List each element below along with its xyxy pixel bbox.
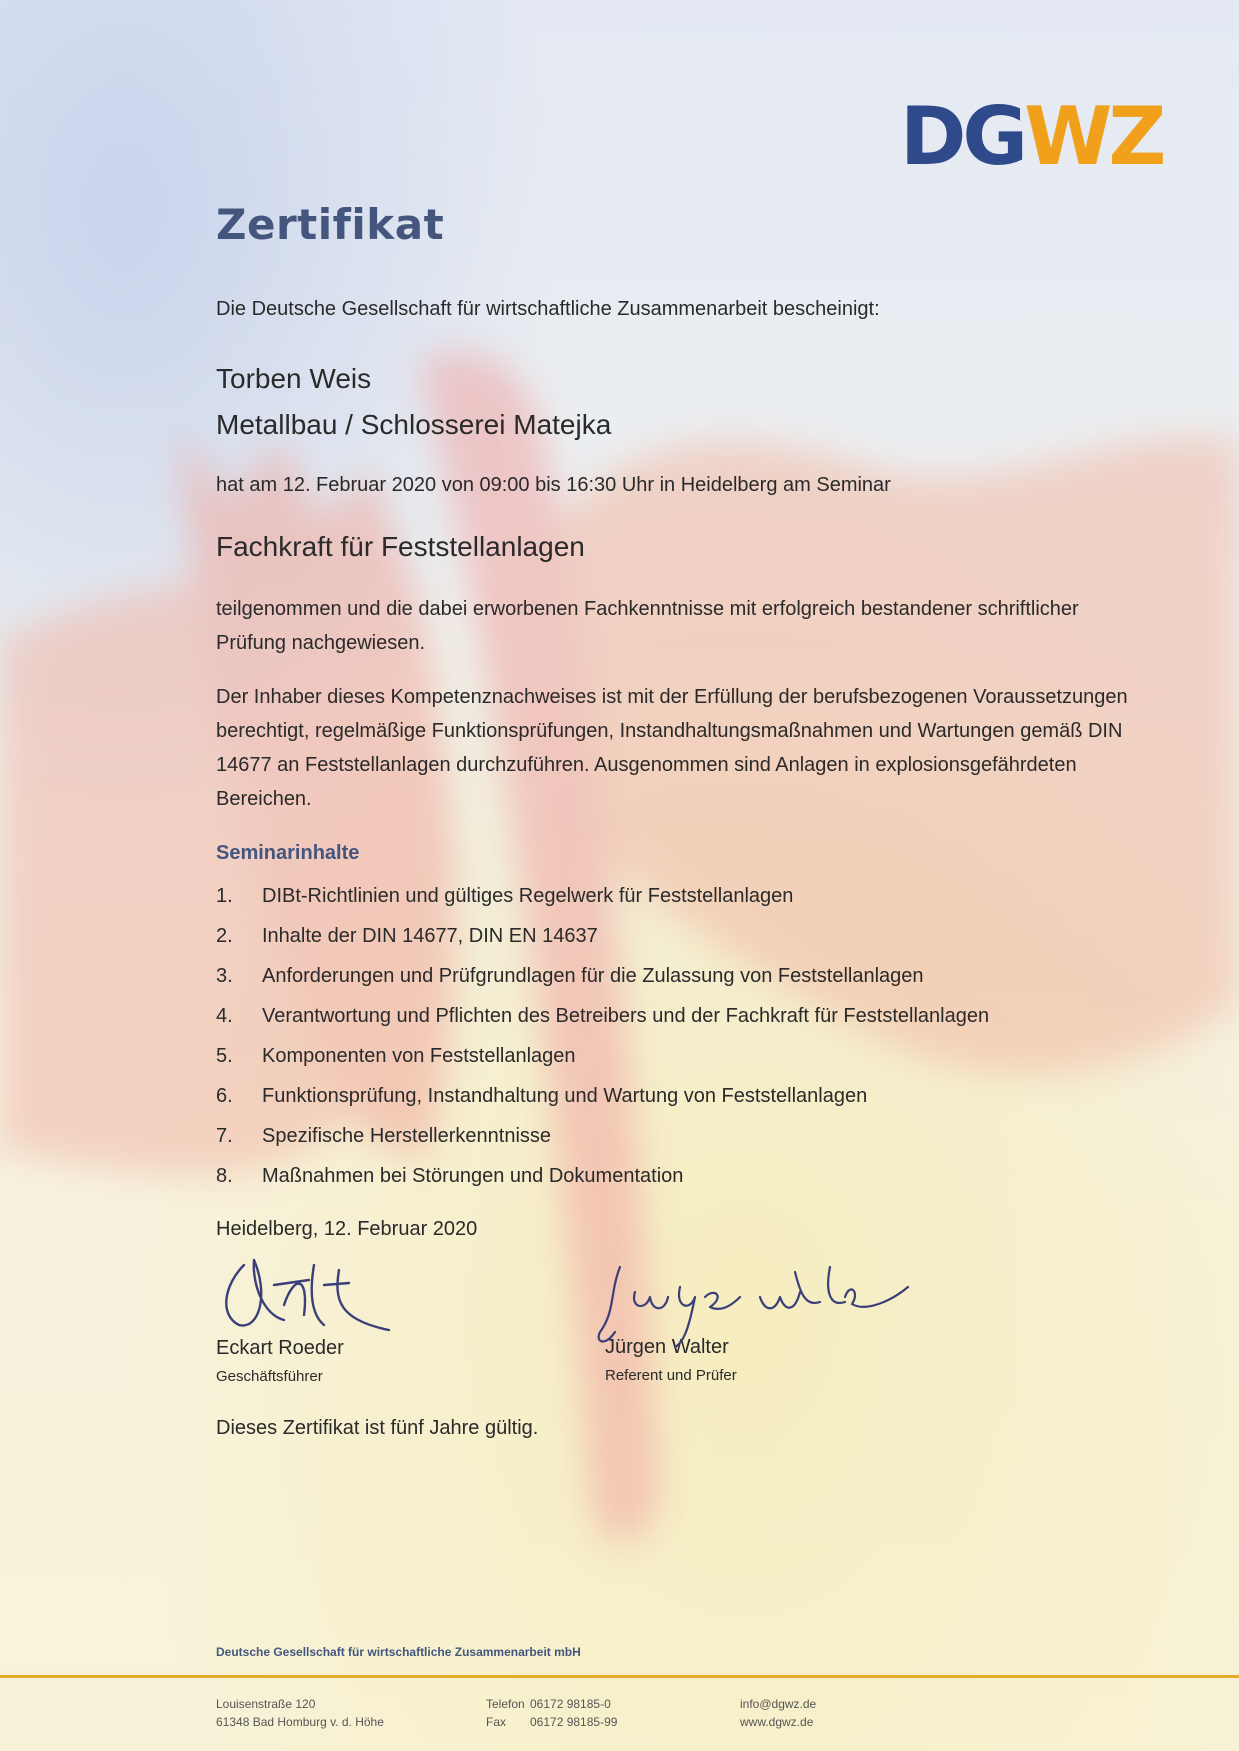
item-number: 3. [216,964,233,987]
phone-number: 06172 98185-0 [530,1697,611,1711]
item-text: Inhalte der DIN 14677, DIN EN 14637 [262,924,598,947]
signer-role-2: Referent und Prüfer [605,1367,737,1384]
certificate-title: Zertifikat [216,200,445,249]
footer-contact [486,1695,617,1731]
item-text: Verantwortung und Pflichten des Betreibers und der Fachkraft für Feststellanlagen [262,1004,990,1027]
fax-number: 06172 98185-99 [530,1715,618,1729]
place-and-date: Heidelberg, 12. Februar 2020 [216,1218,478,1240]
intro-text: Die Deutsche Gesellschaft für wirtschaftliche Zusammenarbeit bescheinigt: [216,298,880,320]
fax-label: Fax [486,1715,507,1729]
signature-roeder [214,1245,394,1335]
footer-web [740,1695,816,1731]
completion-paragraph: teilgenommen und die dabei erworbenen Fachkenntnisse mit erfolgreich bestandener schriftlicher Prüfung nachgewiesen. [216,598,1079,654]
signer-role-1: Geschäftsführer [216,1368,323,1385]
signer-name-1: Eckart Roeder [216,1337,344,1359]
list-item [216,1036,989,1076]
item-number: 8. [216,1164,233,1187]
course-title: Fachkraft für Feststellanlagen [216,531,585,562]
dgwz-logo: DGWZ [900,90,1163,183]
list-item [216,876,989,916]
list-item [216,1076,989,1116]
address-street: Louisenstraße 120 [216,1697,316,1711]
item-number: 7. [216,1124,233,1147]
phone-label: Telefon [486,1697,525,1711]
seminar-heading: Seminarinhalte [216,842,360,864]
footer-address [216,1695,384,1731]
signer-name-2: Jürgen Walter [605,1336,729,1358]
item-text: Komponenten von Feststellanlagen [262,1044,576,1067]
list-item [216,956,989,996]
footer-divider [0,1675,1239,1678]
item-text: DIBt-Richtlinien und gültiges Regelwerk für Feststellanlagen [262,884,794,907]
footer-organization: Deutsche Gesellschaft für wirtschaftliche Zusammenarbeit mbH [216,1645,581,1659]
validity-note: Dieses Zertifikat ist fünf Jahre gültig. [216,1417,539,1439]
item-number: 5. [216,1044,233,1067]
signature-walter [590,1252,910,1352]
recipient-name: Torben Weis [216,363,372,394]
address-city: 61348 Bad Homburg v. d. Höhe [216,1715,384,1729]
item-number: 6. [216,1084,233,1107]
item-number: 4. [216,1004,233,1027]
list-item [216,916,989,956]
item-text: Spezifische Herstellerkenntnisse [262,1124,552,1147]
website-link[interactable]: www.dgwz.de [740,1715,814,1729]
recipient-company: Metallbau / Schlosserei Matejka [216,409,612,440]
item-text: Anforderungen und Prüfgrundlagen für die Zulassung von Feststellanlagen [262,964,924,987]
list-item [216,1156,989,1196]
item-number: 1. [216,884,233,907]
item-text: Maßnahmen bei Störungen und Dokumentation [262,1164,684,1187]
list-item [216,1116,989,1156]
item-text: Funktionsprüfung, Instandhaltung und Wartung von Feststellanlagen [262,1084,868,1107]
seminar-list [216,876,989,1196]
item-number: 2. [216,924,233,947]
attendance-text: hat am 12. Februar 2020 von 09:00 bis 16:30 Uhr in Heidelberg am Seminar [216,474,891,496]
list-item [216,996,989,1036]
authorization-paragraph: Der Inhaber dieses Kompetenznachweises ist mit der Erfüllung der berufsbezogenen Voraussetzungen berechtigt, regelmäßige Funktionsprüfungen, Instandhaltungsmaßnahmen und Wartungen gemäß DIN 14677 an Feststellanlagen durchzuführen. Ausgenommen sind Anlagen in explosionsgefährdeten Bereichen. [216,686,1128,810]
email-link[interactable]: info@dgwz.de [740,1697,817,1711]
